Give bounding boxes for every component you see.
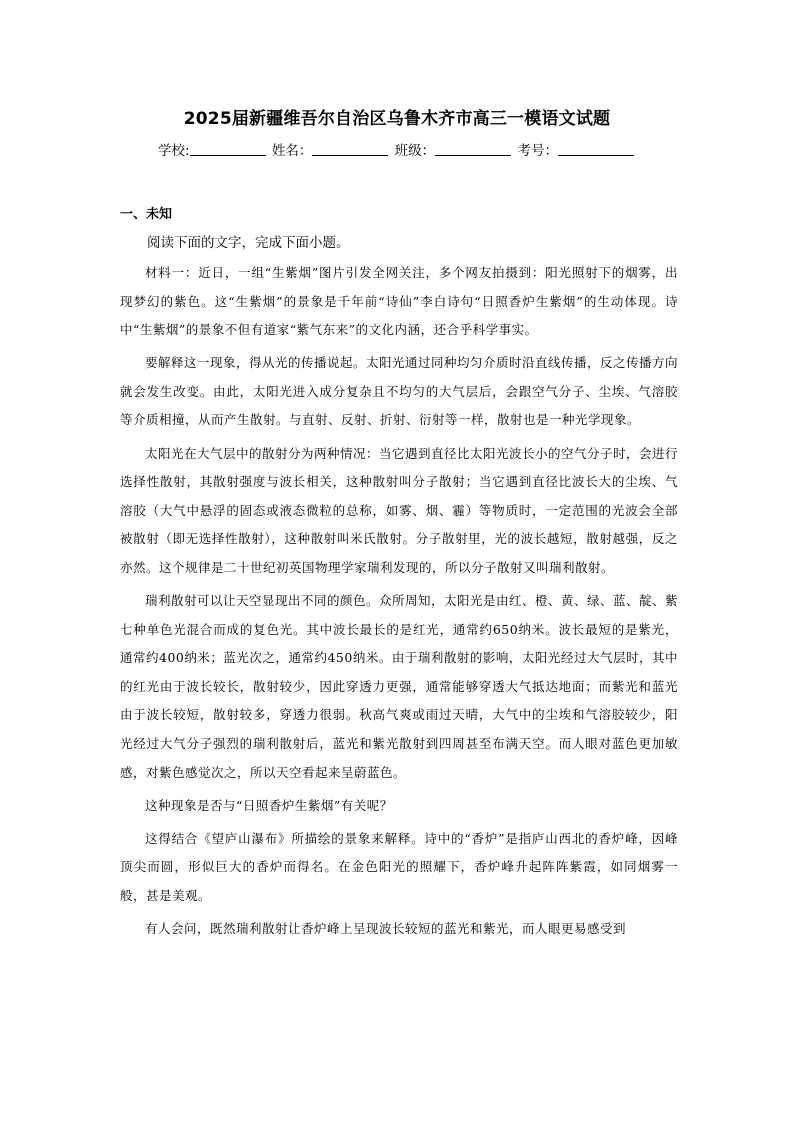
- class-blank[interactable]: [435, 143, 511, 156]
- document-title: 2025届新疆维吾尔自治区乌鲁木齐市高三一模语文试题: [183, 109, 611, 129]
- passage-paragraph: 要解释这一现象，得从光的传播说起。太阳光通过同种均匀介质时沿直线传播，反之传播方向就会发生改变。由此，太阳光进入成分复杂且不均匀的大气层后，会跟空气分子、尘埃、气溶胶等介质相撞，从而产生散射。与直射、反射、折射、衍射等一样，散射也是一种光学现象。: [120, 355, 679, 428]
- exam-number-blank[interactable]: [558, 143, 634, 156]
- passage-paragraph: 这种现象是否与“日照香炉生紫烟”有关呢？: [145, 797, 393, 813]
- school-blank[interactable]: [190, 143, 266, 156]
- class-label: 班级：: [394, 143, 436, 159]
- exam-number-label: 考号：: [517, 143, 558, 159]
- passage-paragraph: 材料一：近日，一组“生紫烟”图片引发全网关注，多个网友拍摄到：阳光照射下的烟雾，出现梦幻的紫色。这“生紫烟”的景象是千年前“诗仙”李白诗句“日照香炉生紫烟”的生动体现。诗中“生紫烟”的景象不但有道家“紫气东来”的文化内涵，还合乎科学事实。: [120, 265, 678, 338]
- passage-paragraph: 有人会问，既然瑞利散射让香炉峰上呈现波长较短的蓝光和紫光，而人眼更易感受到: [145, 921, 627, 937]
- name-blank[interactable]: [312, 143, 388, 156]
- passage-paragraph: 太阳光在大气层中的散射分为两种情况：当它遇到直径比太阳光波长小的空气分子时，会进行选择性散射，其散射强度与波长相关，这种散射叫分子散射；当它遇到直径比波长大的尘埃、气溶胶（大气中悬浮的固态或液态微粒的总称，如雾、烟、霾）等物质时，一定范围的光波会全部被散射（即无选择性散射），这种散射叫米氏散射。分子散射里，光的波长越短，散射越强，反之亦然。这个规律是二十世纪初英国物理学家瑞利发现的，所以分子散射又叫瑞利散射。: [120, 445, 679, 575]
- passage-paragraph: 瑞利散射可以让天空显现出不同的颜色。众所周知，太阳光是由红、橙、黄、绿、蓝、靛、紫七种单色光混合而成的复色光。其中波长最长的是红光，通常约650纳米。波长最短的是紫光，通常约400纳米；蓝光次之，通常约450纳米。由于瑞利散射的影响，太阳光经过大气层时，其中的红光由于波长较长，散射较少，因此穿透力更强，通常能够穿透大气抵达地面；而紫光和蓝光由于波长较短，散射较多，穿透力很弱。秋高气爽或雨过天晴，大气中的尘埃和气溶胶较少，阳光经过大气分子强烈的瑞利散射后，蓝光和紫光散射到四周甚至布满天空。而人眼对蓝色更加敏感，对紫色感觉次之，所以天空看起来呈蔚蓝色。: [120, 593, 679, 780]
- student-info-line: [0, 139, 794, 159]
- reading-passage: [120, 259, 678, 948]
- reading-instruction: 阅读下面的文字，完成下面小题。: [147, 235, 350, 251]
- passage-paragraph: 这得结合《望庐山瀑布》所描绘的景象来解释。诗中的“香炉”是指庐山西北的香炉峰，因峰顶尖而圆，形似巨大的香炉而得名。在金色阳光的照耀下，香炉峰升起阵阵紫霞，如同烟雾一般，甚是美观。: [120, 830, 678, 903]
- section-heading: 一、未知: [120, 207, 173, 222]
- school-label: 学校:: [158, 143, 190, 159]
- name-label: 姓名：: [271, 143, 313, 159]
